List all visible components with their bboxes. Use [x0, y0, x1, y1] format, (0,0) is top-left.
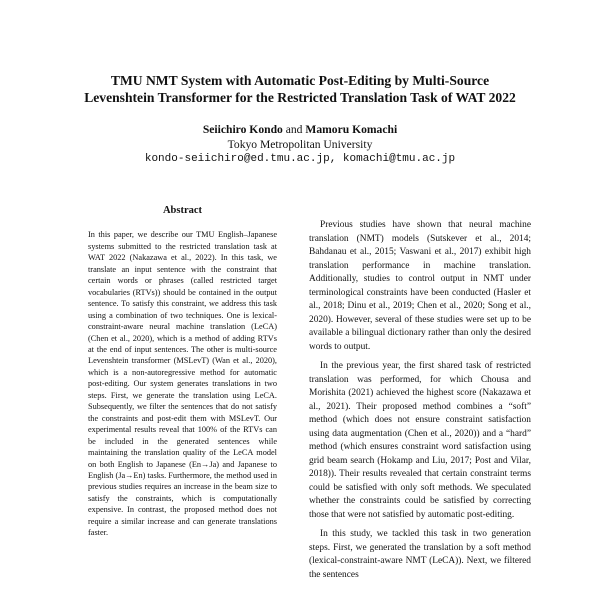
author-emails: kondo-seiichiro@ed.tmu.ac.jp, komachi@tmu.ac.jp — [144, 153, 456, 165]
abstract-section — [88, 205, 277, 539]
paper-title — [60, 72, 540, 106]
affiliation: Tokyo Metropolitan University — [227, 138, 373, 151]
body-paragraph-3: In this study, we tackled this task in two generation steps. First, we generated the translation by a soft method (lexical-constraint-aware NMT (LeCA)). Next, we filtered the sentences — [309, 529, 531, 580]
title-line-1: TMU NMT System with Automatic Post-Editing by Multi-Source — [110, 73, 490, 88]
abstract-text: In this paper, we describe our TMU English–Japanese systems submitted to the restricted translation task at WAT 2022 (Nakazawa et al., 2022). In this task, we translate an input sentence with the constraint that certain words or phrases (called restricted target vocabularies (RTVs)) should be contained in the output sentence. To satisfy this constraint, we address this task using a combination of two techniques. One is lexical-constraint-aware neural machine translation (LeCA) (Chen et al., 2020), which is a method of adding RTVs at the end of input sentences. The other is multi-source Levenshtein transformer (MSLevT) (Wan et al., 2020), which is a non-autoregressive method for automatic post-editing. Our system generates translations in two steps. First, we generate the translation using LeCA. Subsequently, we filter the sentences that do not satisfy the constraints and post-edit them with MSLevT. Our experimental results reveal that 100% of the RTVs can be included in the generated sentences while maintaining the translation quality of the LeCA model on both English to Japanese (En→Ja) and Japanese to English (Ja→En) tasks. Furthermore, the method used in previous studies requires an increase in the beam size to satisfy the constraints, which is computationally expensive. In contrast, the proposed method does not require a similar increase and can generate translations faster. — [88, 230, 277, 538]
author-1: Seiichiro Kondo — [202, 123, 283, 136]
author-conjunction: and — [285, 123, 303, 136]
abstract-heading: Abstract — [162, 205, 203, 216]
author-2: Mamoru Komachi — [305, 123, 398, 136]
title-line-2: Levenshtein Transformer for the Restricted Translation Task of WAT 2022 — [84, 90, 516, 105]
author-block — [60, 122, 540, 167]
introduction-column — [309, 219, 531, 588]
body-paragraph-2: In the previous year, the first shared task of restricted translation was performed, for which Chousa and Morishita (2021) achieved the highest score (Nakazawa et al., 2021). Their proposed method combines a “soft” method (which does not ensure constraint satisfaction using data augmentation (Chen et al., 2020)) and a “hard” method (which ensures constraint word satisfaction using grid beam search (Hokamp and Liu, 2017; Post and Vilar, 2018)). Their results revealed that certain constraint terms could be satisfied with only soft methods. We speculated whether the constraints could be satisfied by correcting those that were not satisfied by automatic post-editing. — [309, 361, 531, 520]
body-paragraph-1: Previous studies have shown that neural machine translation (NMT) models (Sutskever et al., 2014; Bahdanau et al., 2015; Vaswani et al., 2017) exhibit high translation performance in machine translation. Additionally, studies to control output in NMT under terminological constraints have been conducted (Hasler et al., 2018; Dinu et al., 2019; Chen et al., 2020; Song et al., 2020). However, several of these studies were set up to be available a bilingual dictionary rather than only the desired words to output. — [309, 220, 531, 352]
